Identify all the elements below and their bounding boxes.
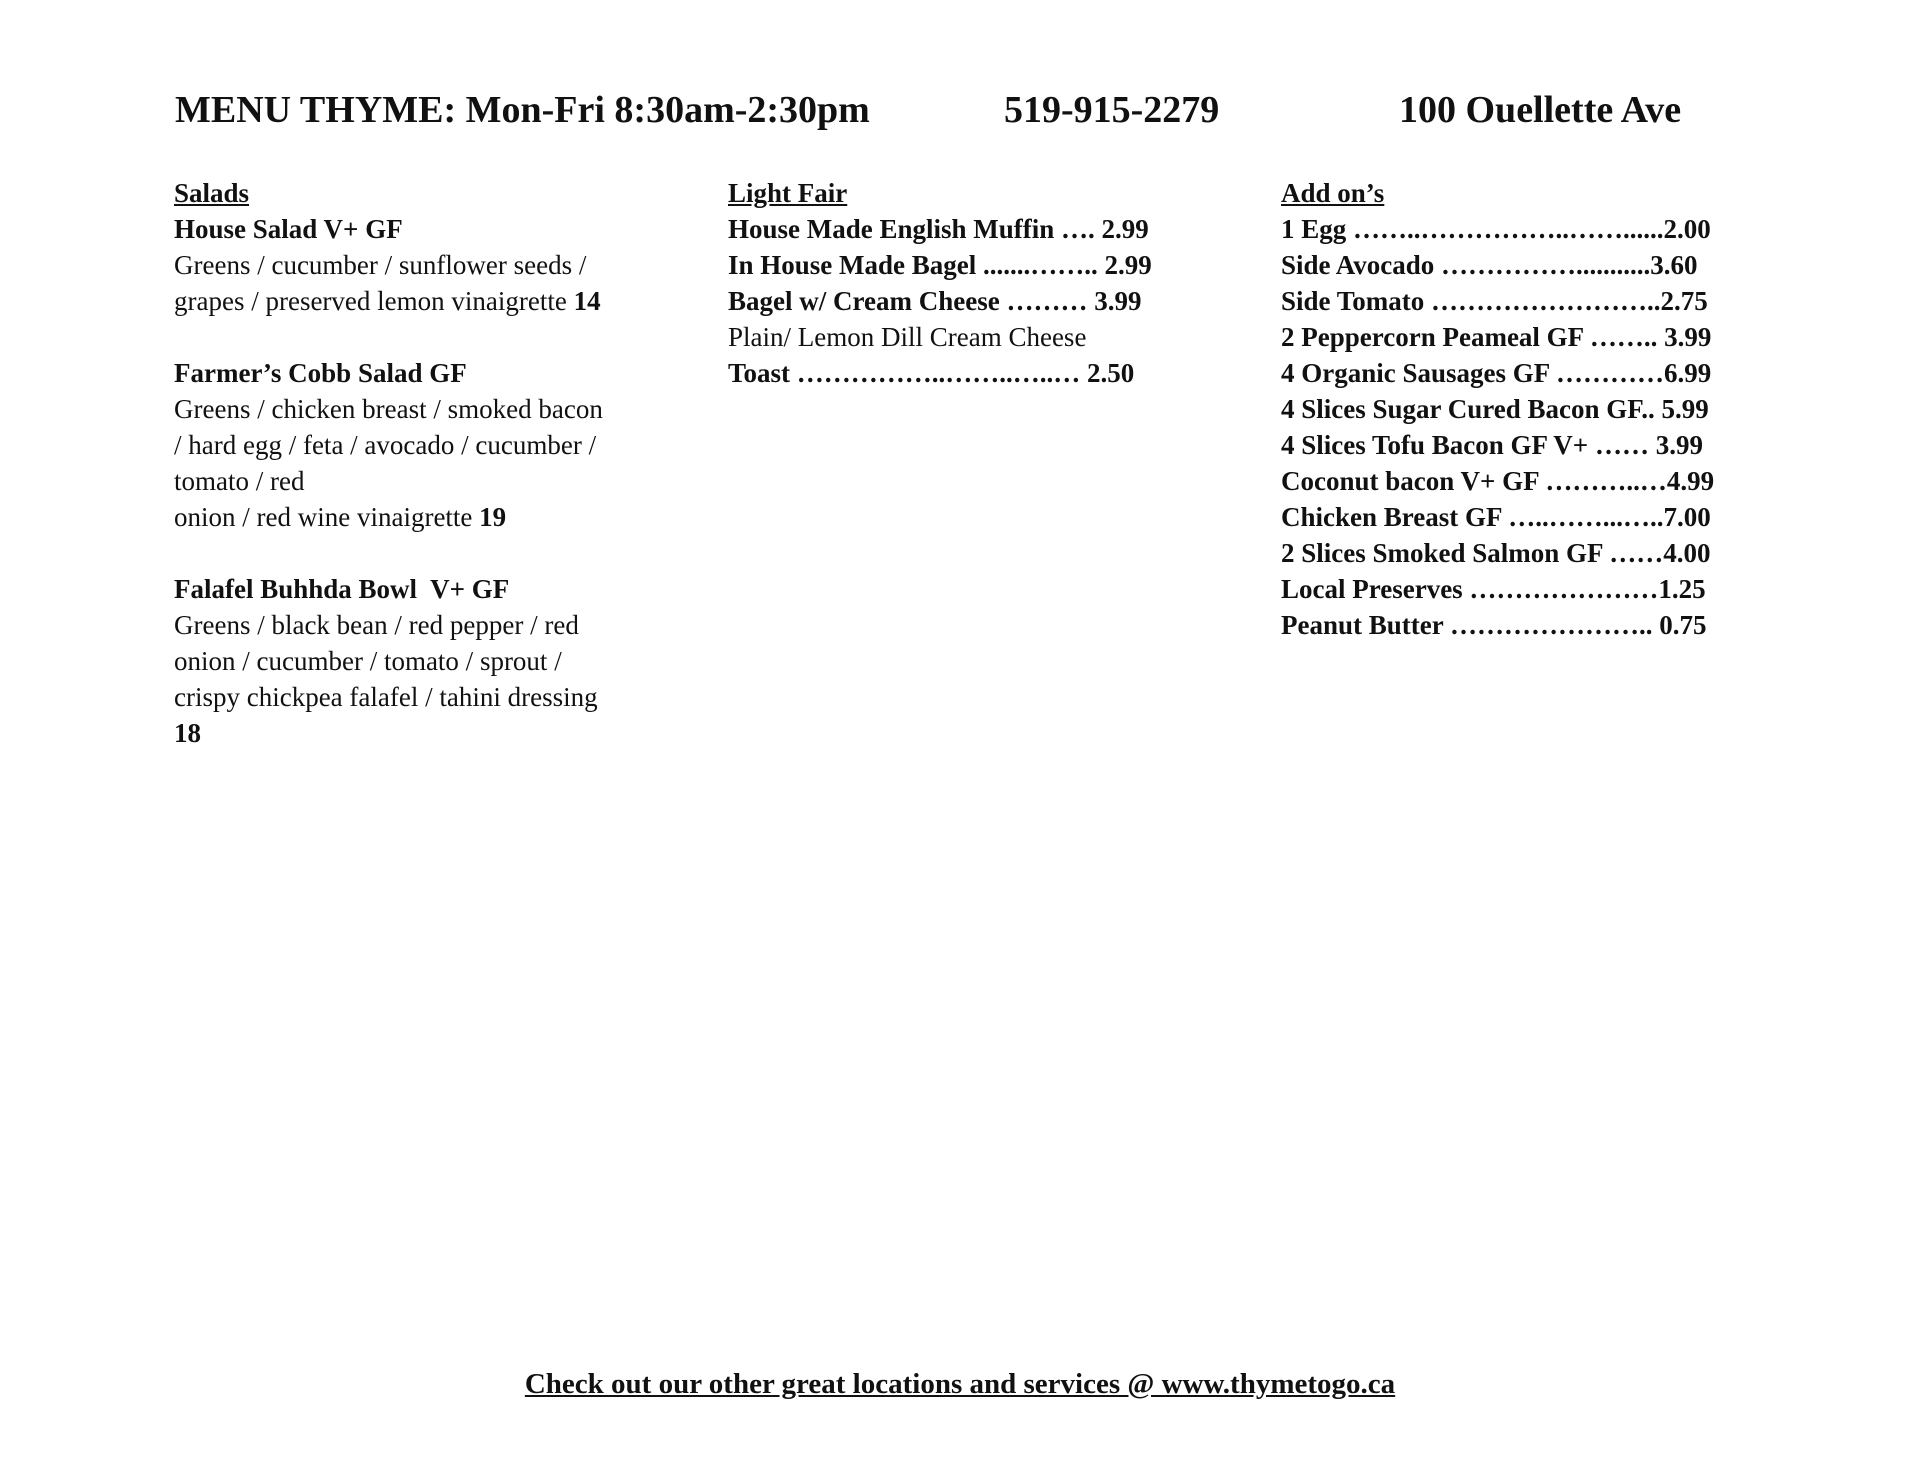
menu-item: Toast ……………..……..…..… 2.50: [728, 358, 1135, 388]
menu-item: House Made English Muffin …. 2.99: [728, 214, 1149, 244]
add-on-item: Side Tomato ……………………..2.75: [1281, 286, 1708, 316]
add-on-item: Peanut Butter ………………….. 0.75: [1281, 610, 1707, 640]
phone-number: 519-915-2279: [1004, 89, 1220, 131]
add-ons-heading: Add on’s: [1281, 178, 1385, 208]
address: 100 Ouellette Ave: [1399, 89, 1682, 131]
salad-name: Farmer’s Cobb Salad GF: [174, 358, 467, 388]
add-on-item: 4 Slices Tofu Bacon GF V+ …… 3.99: [1281, 430, 1703, 460]
add-on-item: Chicken Breast GF …..……...…..7.00: [1281, 502, 1711, 532]
add-on-item: Side Avocado ……………...........3.60: [1281, 250, 1698, 280]
salad-item-falafel: [174, 571, 654, 751]
salad-description-line: Greens / cucumber / sunflower seeds /: [174, 250, 587, 280]
salad-description-line: tomato / red: [174, 466, 305, 496]
salad-description-line: / hard egg / feta / avocado / cucumber /: [174, 430, 597, 460]
salad-name: House Salad V+ GF: [174, 214, 403, 244]
menu-item: In House Made Bagel .......…….. 2.99: [728, 250, 1152, 280]
add-on-item: 2 Peppercorn Peameal GF …….. 3.99: [1281, 322, 1712, 352]
light-fair-column: [728, 175, 1208, 391]
add-on-item: Coconut bacon V+ GF ………..…4.99: [1281, 466, 1715, 496]
menu-item-note: Plain/ Lemon Dill Cream Cheese: [728, 322, 1087, 352]
salad-description-line: grapes / preserved lemon vinaigrette 14: [174, 286, 601, 316]
footer-link-text: Check out our other great locations and services @ www.thymetogo.ca: [524, 1368, 1396, 1400]
salad-price: 18: [174, 718, 201, 748]
salads-column: [174, 175, 654, 787]
add-on-item: 4 Organic Sausages GF …………6.99: [1281, 358, 1712, 388]
add-on-item: 1 Egg ……..……………..……......2.00: [1281, 214, 1711, 244]
salad-description-line: onion / red wine vinaigrette 19: [174, 502, 507, 532]
menu-item: Bagel w/ Cream Cheese ……… 3.99: [728, 286, 1142, 316]
salad-price: 19: [479, 502, 507, 532]
add-on-item: Local Preserves …………………1.25: [1281, 574, 1706, 604]
salad-description-line: Greens / black bean / red pepper / red: [174, 610, 579, 640]
salad-description-line: crispy chickpea falafel / tahini dressing: [174, 682, 598, 712]
footer-note: [0, 1368, 1920, 1401]
salad-item-cobb: [174, 355, 654, 535]
salad-description-line: onion / cucumber / tomato / sprout /: [174, 646, 562, 676]
add-on-item: 4 Slices Sugar Cured Bacon GF.. 5.99: [1281, 394, 1709, 424]
menu-title: MENU THYME: Mon-Fri 8:30am-2:30pm: [175, 89, 870, 131]
salads-heading: Salads: [174, 178, 250, 208]
add-ons-column: [1281, 175, 1781, 643]
salad-item-house: [174, 211, 654, 319]
salad-name: Falafel Buhhda Bowl V+ GF: [174, 574, 510, 604]
salad-price: 14: [573, 286, 601, 316]
light-fair-heading: Light Fair: [728, 178, 848, 208]
salad-description-line: Greens / chicken breast / smoked bacon: [174, 394, 603, 424]
add-on-item: 2 Slices Smoked Salmon GF ……4.00: [1281, 538, 1711, 568]
